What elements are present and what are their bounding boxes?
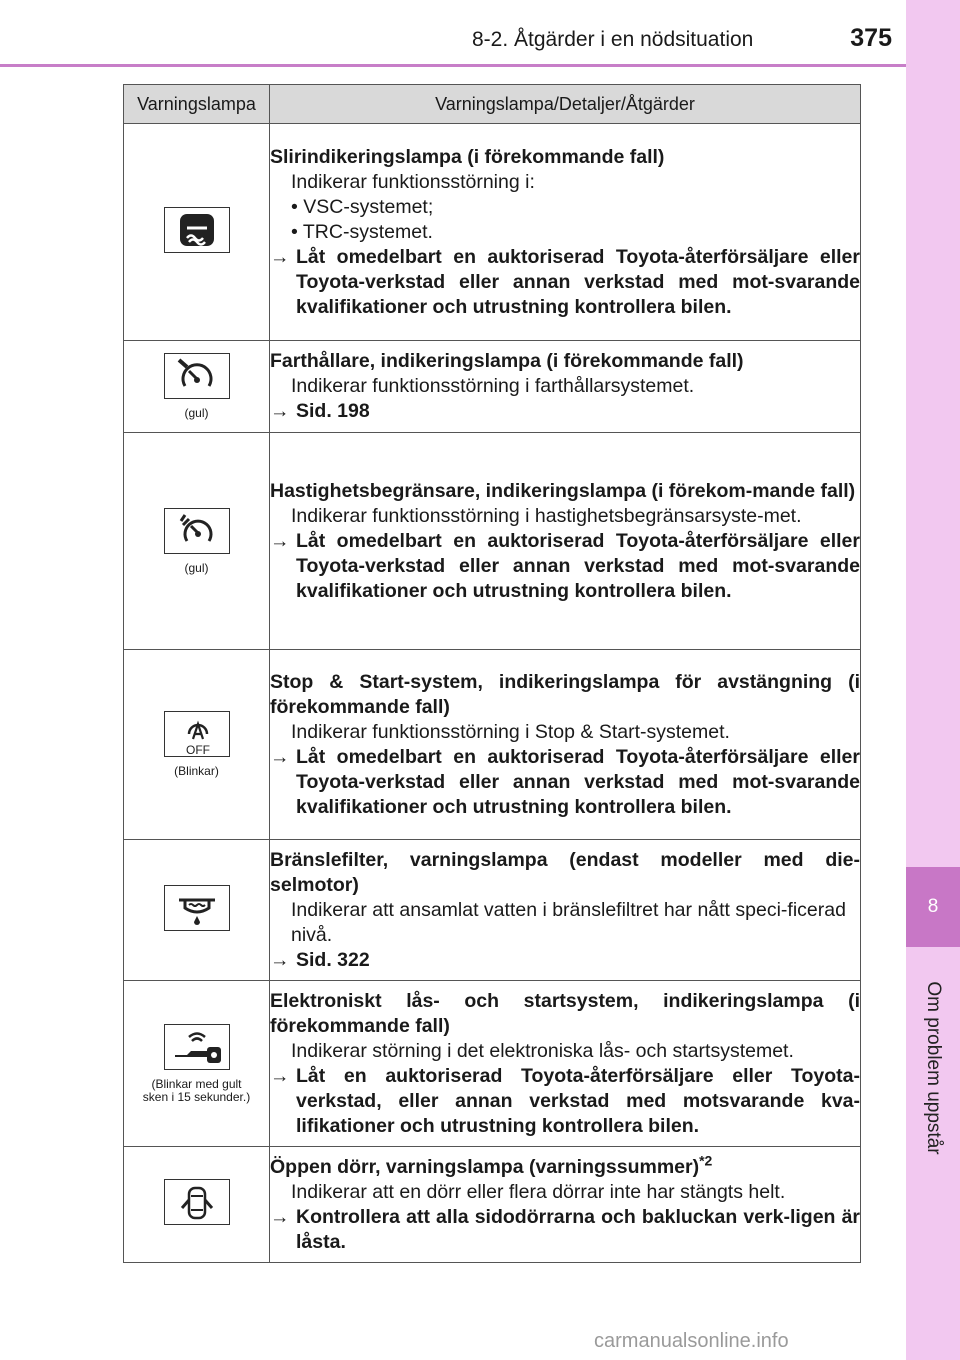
light-description: Indikerar funktionsstörning i Stop & Start-systemet. xyxy=(291,720,730,743)
light-title xyxy=(270,1152,860,1180)
arrow-icon: → xyxy=(270,745,290,768)
description-cell xyxy=(270,650,861,840)
icon-cell xyxy=(124,650,270,840)
light-description: Indikerar funktionsstörning i: xyxy=(291,170,535,193)
table-row xyxy=(124,341,861,433)
icon-note: (gul) xyxy=(184,560,209,575)
watermark: carmanualsonline.info xyxy=(594,1330,789,1352)
icon-cell xyxy=(124,124,270,341)
description-cell xyxy=(270,1147,861,1263)
header-rule xyxy=(0,64,906,67)
arrow-icon: → xyxy=(270,1064,290,1087)
open-door-icon xyxy=(164,1179,230,1225)
icon-off-label: OFF xyxy=(185,743,210,756)
slip-indicator-icon xyxy=(164,207,230,253)
section-title: 8-2. Åtgärder i en nödsituation xyxy=(472,28,754,51)
column-header: Varningslampa/Detaljer/Åtgärder xyxy=(270,85,861,124)
action-line xyxy=(270,1064,860,1139)
light-title: Hastighetsbegränsare, indikeringslampa (i förekom-mande fall) xyxy=(270,479,856,502)
light-title-text: Öppen dörr, varningslampa (varningssummer) xyxy=(270,1155,700,1178)
light-description: Indikerar funktionsstörning i farthållarsystemet. xyxy=(291,375,695,397)
chapter-label: Om problem uppstår xyxy=(923,981,944,1155)
table-row xyxy=(124,981,861,1147)
speed-limiter-icon xyxy=(164,508,230,554)
column-header: Varningslampa xyxy=(124,85,270,124)
action-line xyxy=(270,245,860,320)
action-line xyxy=(270,399,860,424)
cruise-control-icon xyxy=(164,353,230,399)
description-cell xyxy=(270,433,861,650)
chapter-number: 8 xyxy=(906,867,960,947)
light-title: Stop & Start-system, indikeringslampa för avstängning (i förekommande fall) xyxy=(270,670,860,718)
description-cell xyxy=(270,124,861,341)
page-reference: Sid. 322 xyxy=(296,948,370,971)
light-title: Elektroniskt lås- och startsystem, indikeringslampa (i förekommande fall) xyxy=(270,989,860,1037)
action-text: Låt omedelbart en auktoriserad Toyota-återförsäljare eller Toyota-verkstad eller annan verkstad med mot-svarande kvalifikationer och utrustning kontrollera bilen. xyxy=(296,529,860,602)
action-text: Låt en auktoriserad Toyota-återförsäljare eller Toyota-verkstad, eller annan verkstad med motsvarande kva-lifikationer och utrustning kontrollera bilen. xyxy=(296,1064,860,1137)
action-line xyxy=(270,745,860,820)
table-row xyxy=(124,433,861,650)
description-cell xyxy=(270,341,861,433)
light-description: Indikerar funktionsstörning i hastighetsbegränsarsyste-met. xyxy=(291,504,802,527)
arrow-icon: → xyxy=(270,529,290,552)
page-reference: Sid. 198 xyxy=(296,400,370,422)
icon-note: (Blinkar med gult sken i 15 sekunder.) xyxy=(142,1076,251,1104)
list-item: • VSC-systemet; xyxy=(291,195,434,218)
description-cell xyxy=(270,840,861,981)
fuel-filter-icon xyxy=(164,885,230,931)
icon-cell xyxy=(124,433,270,650)
action-line xyxy=(270,948,860,973)
light-description: Indikerar att en dörr eller flera dörrar inte har stängts helt. xyxy=(291,1180,786,1203)
light-title: Bränslefilter, varningslampa (endast modeller med die-selmotor) xyxy=(270,848,860,896)
arrow-icon: → xyxy=(270,1205,290,1228)
table-row xyxy=(124,124,861,341)
page-number: 375 xyxy=(850,24,892,52)
arrow-icon: → xyxy=(270,400,290,422)
table-row xyxy=(124,840,861,981)
icon-cell xyxy=(124,1147,270,1263)
arrow-icon: → xyxy=(270,948,290,971)
description-cell xyxy=(270,981,861,1147)
chapter-side-tab xyxy=(906,0,960,1360)
light-description: Indikerar störning i det elektroniska lås- och startsystemet. xyxy=(291,1039,794,1062)
table-header-row xyxy=(124,85,861,124)
arrow-icon: → xyxy=(270,245,290,268)
smart-key-icon xyxy=(164,1024,230,1070)
action-text: Kontrollera att alla sidodörrarna och bakluckan verk-ligen är låsta. xyxy=(296,1205,860,1253)
icon-cell xyxy=(124,981,270,1147)
footnote-mark: *2 xyxy=(699,1152,713,1168)
action-line xyxy=(270,529,860,604)
icon-cell xyxy=(124,341,270,433)
table-row xyxy=(124,1147,861,1263)
stop-start-off-icon xyxy=(164,711,230,757)
icon-note: (gul) xyxy=(184,406,209,420)
light-title: Farthållare, indikeringslampa (i förekommande fall) xyxy=(270,350,744,372)
action-line xyxy=(270,1205,860,1255)
list-item: • TRC-systemet. xyxy=(291,220,433,243)
warning-lights-table xyxy=(123,84,861,1263)
action-text: Låt omedelbart en auktoriserad Toyota-återförsäljare eller Toyota-verkstad eller annan verkstad med mot-svarande kvalifikationer och utrustning kontrollera bilen. xyxy=(296,245,860,318)
action-text: Låt omedelbart en auktoriserad Toyota-återförsäljare eller Toyota-verkstad eller annan verkstad med mot-svarande kvalifikationer och utrustning kontrollera bilen. xyxy=(296,745,860,818)
icon-cell xyxy=(124,840,270,981)
light-description: Indikerar att ansamlat vatten i bränslefiltret har nått speci-ficerad nivå. xyxy=(291,898,846,946)
table-row xyxy=(124,650,861,840)
light-title: Slirindikeringslampa (i förekommande fall) xyxy=(270,145,665,168)
icon-note: (Blinkar) xyxy=(174,764,219,778)
